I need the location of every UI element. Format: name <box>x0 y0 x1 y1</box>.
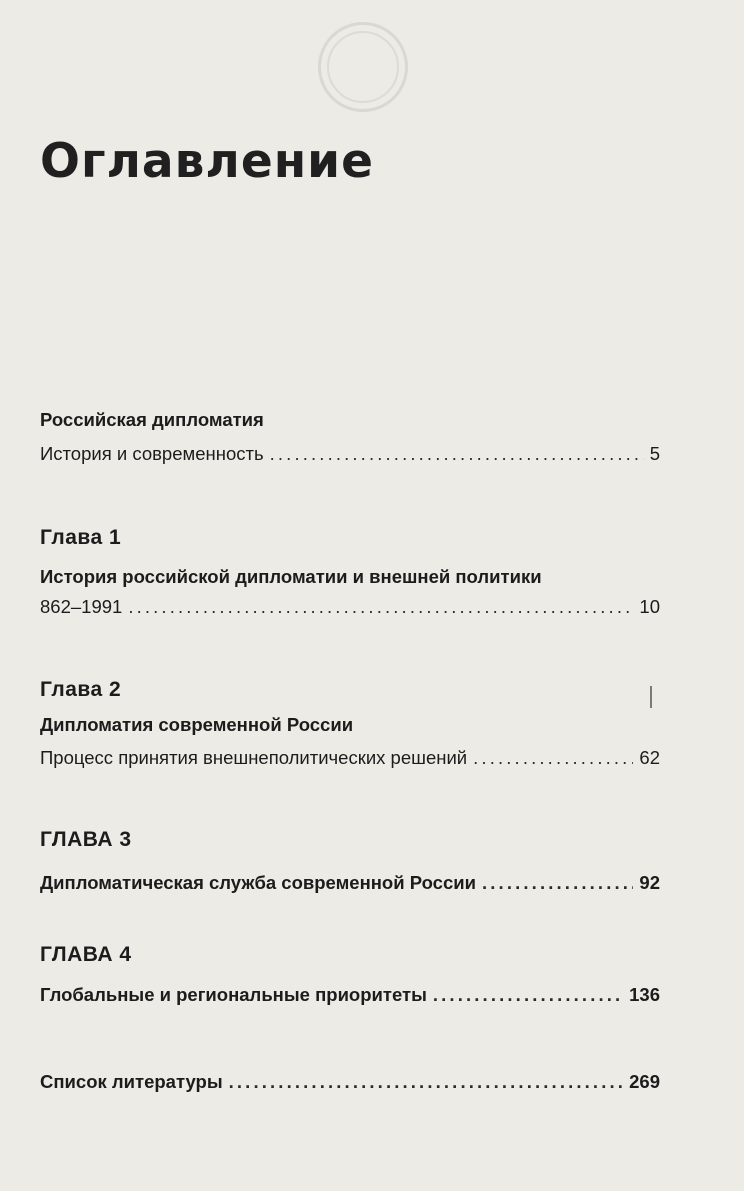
toc-entry-text: Список литературы <box>40 1071 223 1092</box>
toc-entry-text: Дипломатическая служба современной России <box>40 872 476 893</box>
toc-entry-ch4[interactable] <box>40 983 660 1007</box>
chapter-3-label: ГЛАВА 3 <box>40 828 132 851</box>
toc-entry-page: 62 <box>639 747 660 768</box>
chapter-2-heading: Дипломатия современной России <box>40 714 354 735</box>
chapter-1-label: Глава 1 <box>40 526 122 549</box>
chapter-1-heading: История российской дипломатии и внешней политики <box>40 566 542 587</box>
dot-leader <box>433 983 623 1007</box>
toc-entry-text: Процесс принятия внешнеполитических решений <box>40 747 468 768</box>
dot-leader <box>128 595 633 619</box>
dot-leader <box>229 1070 624 1094</box>
toc-entry-references[interactable] <box>40 1070 660 1094</box>
toc-entry-text: История и современность <box>40 443 264 464</box>
intro-heading: Российская дипломатия <box>40 409 264 430</box>
chapter-4-label: ГЛАВА 4 <box>40 943 132 966</box>
toc-entry-page: 269 <box>629 1071 660 1092</box>
toc-entry-ch3[interactable] <box>40 871 660 895</box>
toc-entry-page: 10 <box>639 596 660 617</box>
toc-entry-ch1[interactable] <box>40 595 660 619</box>
pen-mark <box>650 686 652 708</box>
toc-entry-text: Глобальные и региональные приоритеты <box>40 984 427 1005</box>
page-title: Оглавление <box>40 134 374 189</box>
toc-entry-page: 5 <box>649 443 660 464</box>
toc-entry-ch2[interactable] <box>40 746 660 770</box>
chapter-2-label: Глава 2 <box>40 678 122 701</box>
page-number-stamp <box>318 22 408 112</box>
toc-entry-page: 92 <box>639 872 660 893</box>
toc-entry-page: 136 <box>629 984 660 1005</box>
dot-leader <box>270 442 644 466</box>
toc-entry-intro[interactable] <box>40 442 660 466</box>
dot-leader <box>482 871 633 895</box>
toc-entry-text: 862–1991 <box>40 596 123 617</box>
dot-leader <box>473 746 633 770</box>
